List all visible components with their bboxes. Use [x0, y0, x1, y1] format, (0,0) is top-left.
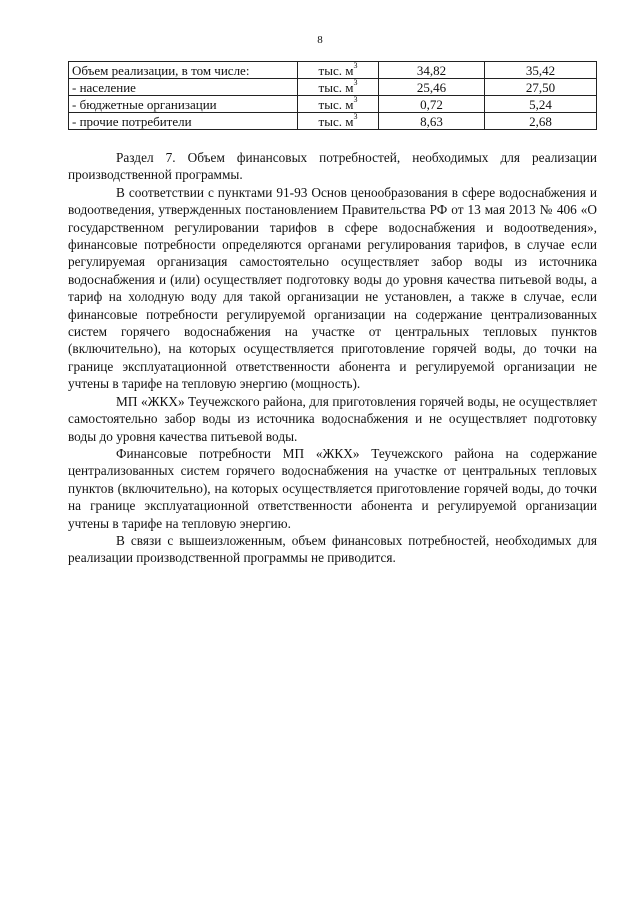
table-row [69, 79, 597, 96]
row-value2-cell: 27,50 [485, 79, 597, 96]
row-unit-cell [298, 79, 379, 96]
row-unit-cell [298, 96, 379, 113]
table-row [69, 62, 597, 79]
unit-superscript: 3 [353, 95, 358, 105]
unit-superscript: 3 [353, 61, 358, 71]
paragraph-legal-basis: В соответствии с пунктами 91-93 Основ ценообразования в сфере водоснабжения и водоотведения, утвержденных постановлением Правительства РФ от 13 мая 2013 № 406 «О государственном регулировании тарифов в сфере водоснабжения и водоотведения», финансовые потребности определяются органами регулирования тарифов, в случае если регулируемая организация самостоятельно осуществляет забор воды из источника водоснабжения и (или) осуществляет подготовку воды до уровня качества питьевой воды, а тариф на холодную воду для такой организации не установлен, а также в случае, если финансовые потребности регулируемой организации на содержание централизованных систем горячего водоснабжения на участке от центральных тепловых пунктов (включительно), на которых осуществляется приготовление горячей воды, до точки на границе эксплуатационной ответственности абонента и регулируемой организации не учтены в тарифе на тепловую энергию (мощность). [68, 184, 597, 392]
row-name-cell: - бюджетные организации [69, 96, 298, 113]
row-value2-cell: 35,42 [485, 62, 597, 79]
unit-superscript: 3 [353, 112, 358, 122]
page-number: 8 [317, 34, 323, 46]
unit-text: тыс. м [318, 96, 354, 112]
unit-text: тыс. м [318, 79, 354, 95]
paragraph-conclusion: В связи с вышеизложенным, объем финансовых потребностей, необходимых для реализации производственной программы не приводится. [68, 532, 597, 566]
section-heading: Раздел 7. Объем финансовых потребностей, необходимых для реализации производственной программы. [68, 150, 597, 183]
table-row [69, 113, 597, 130]
row-name-cell: - прочие потребители [69, 113, 298, 130]
row-value1-cell: 25,46 [379, 79, 485, 96]
row-value1-cell: 0,72 [379, 96, 485, 113]
row-value2-cell: 2,68 [485, 113, 597, 130]
unit-text: тыс. м [318, 113, 354, 129]
unit-superscript: 3 [353, 78, 358, 88]
row-unit-cell [298, 62, 379, 79]
row-value1-cell: 8,63 [379, 113, 485, 130]
row-value2-cell: 5,24 [485, 96, 597, 113]
row-unit-cell [298, 113, 379, 130]
row-value1-cell: 34,82 [379, 62, 485, 79]
paragraph-water-intake: МП «ЖКХ» Теучежского района, для приготовления горячей воды, не осуществляет самостоятельно забор воды из источника водоснабжения и не осуществляет подготовку воды до уровня качества питьевой воды. [68, 393, 597, 444]
paragraph-financial-needs: Финансовые потребности МП «ЖКХ» Теучежского района на содержание централизованных систем горячего водоснабжения на участке от центральных тепловых пунктов (включительно), на которых осуществляется приготовление горячей воды, до точки на границе эксплуатационной ответственности абонента и регулируемой организации учтены в тарифе на тепловую энергию. [68, 445, 597, 531]
volume-table [68, 61, 597, 130]
row-name-cell: Объем реализации, в том числе: [69, 62, 298, 79]
row-name-cell: - население [69, 79, 298, 96]
unit-text: тыс. м [318, 62, 354, 78]
document-body [68, 149, 597, 567]
table-row [69, 96, 597, 113]
